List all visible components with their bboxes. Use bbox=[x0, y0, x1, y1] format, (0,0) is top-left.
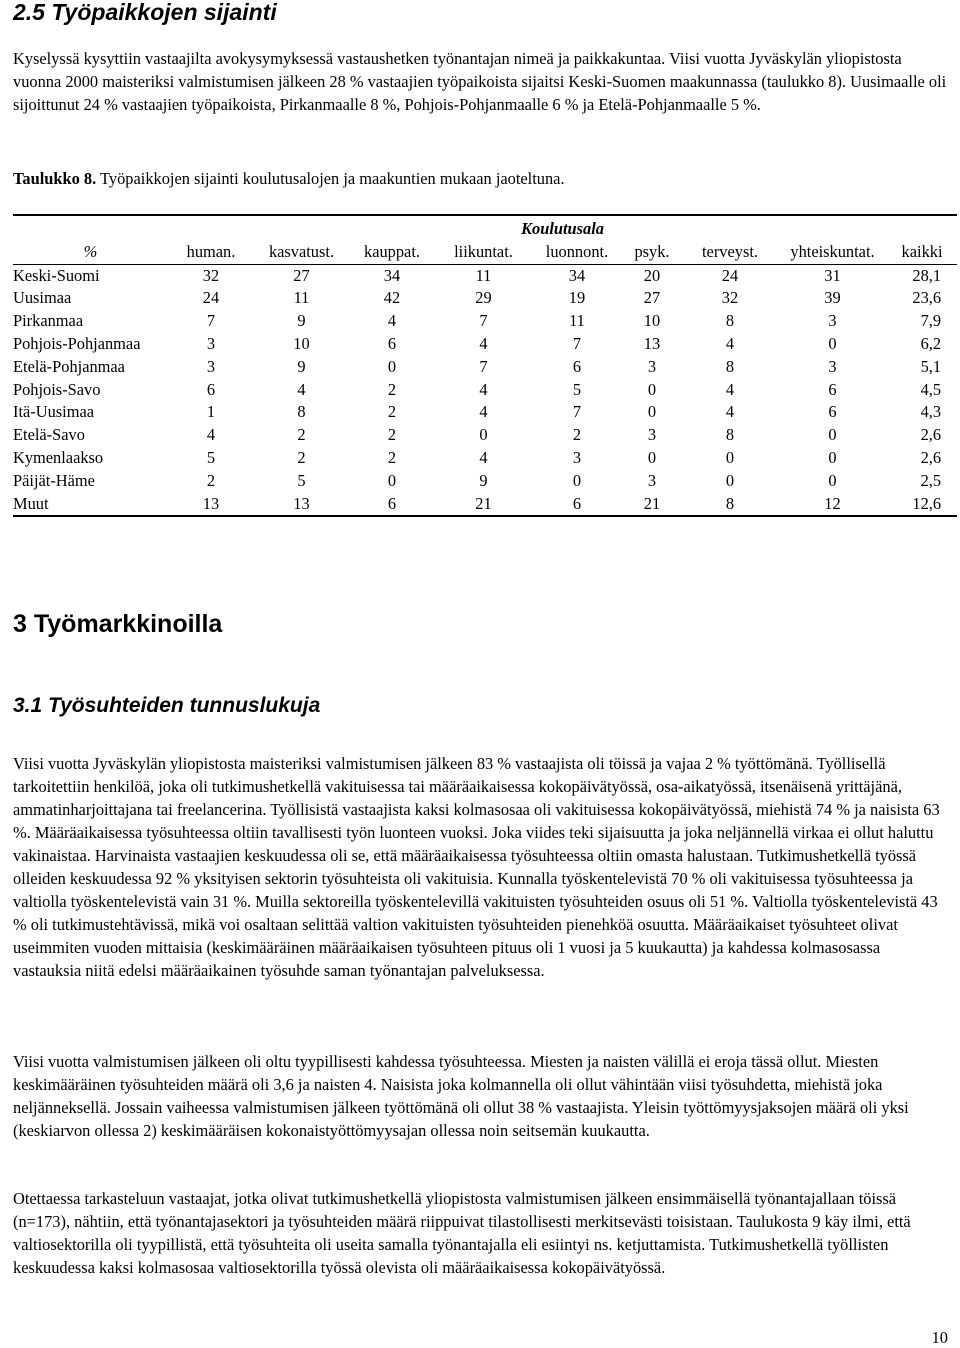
table-cell: 2 bbox=[572, 425, 582, 445]
table-cell: 6 bbox=[206, 379, 216, 399]
table-cell: 2 bbox=[387, 425, 397, 445]
table-cell: 0 bbox=[647, 402, 657, 422]
table-cell: 2,5 bbox=[920, 470, 942, 490]
table-cell: 27 bbox=[643, 288, 661, 308]
table-cell: 8 bbox=[725, 356, 735, 376]
table-cell: 23,6 bbox=[912, 288, 942, 308]
table-cell: 8 bbox=[725, 425, 735, 445]
table-cell: 0 bbox=[828, 470, 837, 490]
table-cell: 27 bbox=[293, 265, 310, 285]
table-cell: 3 bbox=[647, 425, 657, 445]
region-name: Etelä-Pohjanmaa bbox=[13, 356, 125, 376]
body-paragraph-2: Viisi vuotta valmistumisen jälkeen oli oltu tyypillisesti kahdessa työsuhteessa. Miesten ja naisten välillä ei eroja tässä ollut. Miesten keskimääräinen työsuhteiden määrä oli 3,6 ja naisten 4. Naisista joka kolmannella oli ollut vähintään viisi työsuhdetta, miehistä joka neljänneksellä. Jossain vaiheessa valmistumisen jälkeen työttömänä oli ollut 38 % vastaajista. Yleisin työttömyysjaksojen määrä oli yksi (keskiarvon ollessa 2) keskimääräisen kokonaistyöttömyysajan ollessa noin seitsemän kuukautta. bbox=[13, 1052, 909, 1140]
table-cell: 0 bbox=[572, 470, 582, 490]
table-row bbox=[13, 401, 957, 424]
table-cell: 4 bbox=[387, 311, 397, 331]
table-cell: 28,1 bbox=[912, 265, 942, 285]
table-cell: 2 bbox=[206, 470, 216, 490]
table-row bbox=[13, 287, 957, 310]
table-cell: 3 bbox=[828, 356, 837, 376]
table-cell: 7 bbox=[479, 311, 488, 331]
table-cell: 4 bbox=[479, 379, 488, 399]
table-cell: 5,1 bbox=[920, 356, 942, 376]
table-cell: 32 bbox=[202, 265, 220, 285]
table-cell: 3 bbox=[828, 311, 837, 331]
table-cell: 34 bbox=[568, 265, 586, 285]
table-caption-text: Työpaikkojen sijainti koulutusalojen ja maakuntien mukaan jaoteltuna. bbox=[96, 169, 565, 188]
table-cell: 24 bbox=[721, 265, 739, 285]
table-cell: 0 bbox=[647, 447, 657, 467]
table-cell: 19 bbox=[568, 288, 586, 308]
table-cell: 6 bbox=[828, 379, 837, 399]
table-cell: 6 bbox=[572, 493, 582, 513]
region-name: Keski-Suomi bbox=[13, 265, 100, 285]
table-cell: 24 bbox=[202, 288, 220, 308]
table-cell: 0 bbox=[387, 356, 397, 376]
table-caption-label: Taulukko 8. bbox=[13, 169, 97, 188]
table-cell: 9 bbox=[297, 356, 306, 376]
table-row bbox=[13, 310, 957, 333]
table-cell: 2 bbox=[387, 447, 397, 467]
table-cell: 3 bbox=[647, 356, 657, 376]
table-cell: 6 bbox=[572, 356, 582, 376]
table-cell: 10 bbox=[643, 311, 661, 331]
table-cell: 8 bbox=[725, 493, 735, 513]
table-cell: 29 bbox=[475, 288, 492, 308]
page-number: 10 bbox=[931, 1328, 948, 1347]
region-name: Itä-Uusimaa bbox=[13, 402, 95, 422]
table-cell: 9 bbox=[479, 470, 488, 490]
table-cell: 4,3 bbox=[920, 402, 942, 422]
table-row bbox=[13, 356, 957, 379]
table-cell: 34 bbox=[383, 265, 401, 285]
corner-header: % bbox=[13, 241, 168, 264]
table-cell: 5 bbox=[297, 470, 306, 490]
table-cell: 4 bbox=[479, 402, 488, 422]
region-name: Pohjois-Savo bbox=[13, 379, 101, 399]
column-header: luonnont. bbox=[532, 241, 622, 264]
table-cell: 3 bbox=[647, 470, 657, 490]
table-cell: 11 bbox=[569, 311, 585, 331]
table-cell: 6 bbox=[828, 402, 837, 422]
table-cell: 4 bbox=[479, 447, 488, 467]
table-cell: 5 bbox=[572, 379, 582, 399]
table-cell: 4 bbox=[297, 379, 306, 399]
table-cell: 2 bbox=[387, 402, 397, 422]
table-cell: 4 bbox=[725, 333, 735, 353]
table-cell: 9 bbox=[297, 311, 306, 331]
region-table bbox=[13, 214, 957, 517]
table-cell: 7 bbox=[572, 333, 582, 353]
table-cell: 12 bbox=[824, 493, 841, 513]
table-cell: 13 bbox=[293, 493, 310, 513]
table-cell: 2 bbox=[297, 447, 306, 467]
table-cell: 31 bbox=[824, 265, 841, 285]
table-cell: 6 bbox=[387, 493, 397, 513]
column-header: psyk. bbox=[622, 241, 682, 264]
table-cell: 39 bbox=[824, 288, 841, 308]
table-row bbox=[13, 379, 957, 402]
table-cell: 2 bbox=[297, 425, 306, 445]
table-cell: 11 bbox=[293, 288, 310, 308]
chapter-heading: 3 Työmarkkinoilla bbox=[13, 610, 223, 638]
region-name: Päijät-Häme bbox=[13, 470, 95, 490]
table-cell: 21 bbox=[475, 493, 492, 513]
table-cell: 8 bbox=[725, 311, 735, 331]
table-cell: 0 bbox=[479, 425, 488, 445]
table-cell: 11 bbox=[475, 265, 492, 285]
body-paragraph-1: Viisi vuotta Jyväskylän yliopistosta maisteriksi valmistumisen jälkeen 83 % vastaajista oli töissä ja vajaa 2 % työttömänä. Työllisellä tarkoitettiin henkilöä, joka oli tutkimushetkellä vakituisessa tai määräaikaisessa kokopäivätyössä, osa-aikatyössä, itsenäisenä yrittäjänä, ammatinharjoittajana tai freelancerina. Työllisistä vastaajista kaksi kolmasosaa oli vakituisessa kokopäivätyössä, miehistä 74 % ja naisista 63 %. Määräaikaisessa työsuhteessa oltiin tavallisesti työn luonteen vuoksi. Joka viides teki sijaisuutta ja joka neljännellä virkaa ei ollut haluttu vakinaistaa. Harvinaista vastaajien keskuudessa oli se, että määräaikaisessa työsuhteessa oltiin omasta halustaan. Tutkimushetkellä työssä olleiden keskuudessa 92 % yksityisen sektorin työsuhteista oli vakituisia. Kunnalla työskentelevistä 70 % oli vakituisessa työsuhteessa ja valtiolla työskentelevistä vain 31 %. Muilla sektoreilla työskentelevillä vakituisten työsuhteiden osuus oli 51 %. Valtiolla työskentelevistä 43 % oli tutkimustehtävissä, mikä voi osaltaan selittää valtion vakituisten työsuhteiden pienehköä osuutta. Määräaikaiset työsuhteet olivat useimmiten vuoden mittaisia (keskimääräinen määräaikaisen työsuhteen pituus oli 1 vuosi ja 5 kuukautta) ja kahdessa kolmasosassa vastauksia niitä edelsi määräaikainen työsuhde saman työnantajan palveluksessa. bbox=[13, 754, 940, 980]
group-header: Koulutusala bbox=[521, 219, 604, 238]
region-name: Pirkanmaa bbox=[13, 311, 84, 331]
table-cell: 3 bbox=[572, 447, 582, 467]
table-cell: 13 bbox=[202, 493, 220, 513]
table-row bbox=[13, 493, 957, 516]
table-cell: 7 bbox=[206, 311, 216, 331]
column-header: kasvatust. bbox=[254, 241, 349, 264]
table-cell: 10 bbox=[293, 333, 310, 353]
column-header: terveyst. bbox=[682, 241, 778, 264]
table-row bbox=[13, 264, 957, 287]
table-body bbox=[13, 264, 957, 515]
table-cell: 6 bbox=[387, 333, 397, 353]
table-row bbox=[13, 333, 957, 356]
table-cell: 2,6 bbox=[920, 425, 942, 445]
table-cell: 0 bbox=[725, 470, 735, 490]
table-cell: 0 bbox=[647, 379, 657, 399]
table-cell: 4,5 bbox=[920, 379, 942, 399]
table-cell: 42 bbox=[383, 288, 401, 308]
table-cell: 4 bbox=[725, 402, 735, 422]
region-name: Muut bbox=[13, 493, 49, 513]
table-cell: 2 bbox=[387, 379, 397, 399]
table-caption bbox=[13, 167, 565, 190]
intro-paragraph: Kyselyssä kysyttiin vastaajilta avokysymyksessä vastaushetken työnantajan nimeä ja paikkakuntaa. Viisi vuotta Jyväskylän yliopistosta vuonna 2000 maisteriksi valmistumisen jälkeen 28 % vastaajien työpaikoista sijaitsi Keski-Suomen maakunnassa (taulukko 8). Uusimaalle oli sijoittunut 24 % vastaajien työpaikoista, Pirkanmaalle 8 %, Pohjois-Pohjanmaalle 6 % ja Etelä-Pohjanmaalle 5 %. bbox=[13, 49, 947, 114]
column-header: liikuntat. bbox=[435, 241, 532, 264]
table-cell: 21 bbox=[643, 493, 661, 513]
table-cell: 0 bbox=[828, 447, 837, 467]
table-cell: 3 bbox=[206, 333, 216, 353]
table-cell: 2,6 bbox=[920, 447, 942, 467]
table-row bbox=[13, 447, 957, 470]
subsection-heading: 3.1 Työsuhteiden tunnuslukuja bbox=[13, 694, 321, 717]
table-cell: 12,6 bbox=[912, 493, 942, 513]
region-name: Kymenlaakso bbox=[13, 447, 104, 467]
table-cell: 4 bbox=[479, 333, 488, 353]
table-row bbox=[13, 470, 957, 493]
table-cell: 7,9 bbox=[920, 311, 942, 331]
table-cell: 0 bbox=[725, 447, 735, 467]
table-cell: 1 bbox=[206, 402, 216, 422]
table-cell: 7 bbox=[572, 402, 582, 422]
table-cell: 32 bbox=[721, 288, 739, 308]
table-cell: 0 bbox=[387, 470, 397, 490]
table-cell: 0 bbox=[828, 333, 837, 353]
section-heading: 2.5 Työpaikkojen sijainti bbox=[13, 0, 277, 25]
table-cell: 7 bbox=[479, 356, 488, 376]
table-cell: 5 bbox=[206, 447, 216, 467]
table-cell: 20 bbox=[643, 265, 661, 285]
region-name: Pohjois-Pohjanmaa bbox=[13, 333, 141, 353]
region-name: Etelä-Savo bbox=[13, 425, 85, 445]
region-name: Uusimaa bbox=[13, 288, 72, 308]
table-cell: 3 bbox=[206, 356, 216, 376]
column-header: human. bbox=[168, 241, 254, 264]
column-header: kauppat. bbox=[349, 241, 435, 264]
table-cell: 8 bbox=[297, 402, 306, 422]
table-cell: 4 bbox=[725, 379, 735, 399]
column-header: yhteiskuntat. bbox=[778, 241, 887, 264]
body-paragraph-3: Otettaessa tarkasteluun vastaajat, jotka olivat tutkimushetkellä yliopistosta valmistumisen jälkeen ensimmäisellä työnantajallaan töissä (n=173), nähtiin, että työnantajasektori ja työsuhteiden määrä riippuivat tilastollisesti merkitsevästi toisistaan. Taulukosta 9 käy ilmi, että valtiosektorilla oli tyypillistä, että työsuhteita oli useita samalla työnantajalla eli esiintyi ns. ketjuttamista. Tutkimushetkellä työllisten keskuudessa kaksi kolmasosaa valtiosektorilla työssä olevista oli määräaikaisessa kokopäivätyössä. bbox=[13, 1189, 911, 1277]
table-cell: 6,2 bbox=[920, 333, 942, 353]
table-cell: 0 bbox=[828, 425, 837, 445]
table-cell: 13 bbox=[643, 333, 661, 353]
table-cell: 4 bbox=[206, 425, 216, 445]
table-row bbox=[13, 424, 957, 447]
column-header: kaikki bbox=[887, 241, 957, 264]
